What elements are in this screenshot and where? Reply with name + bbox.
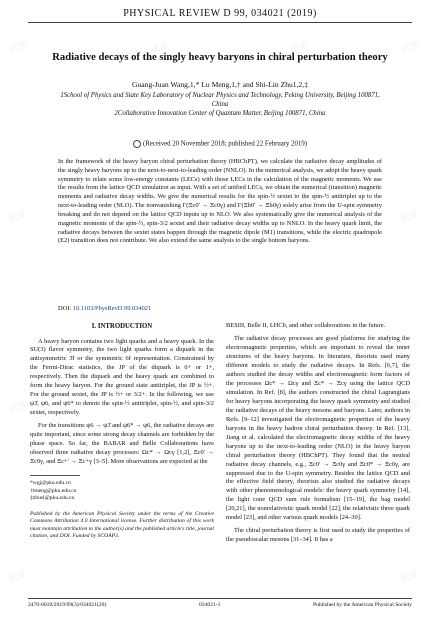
paragraph: The radiative decay processes are good platforms for studying the electromagnetic properties, which are important to reveal the inner structures of the heavy baryons. In literature, theorists used many different models to study the radiative decays. In Refs. [6,7], the authors studied the decay widths and electromagnetic form factors of the processes Ωc* → Ωcγ and Ξc* → Ξcγ using the lattice QCD simulation. In Ref. [8], the authors constructed the chiral Lagrangians for heavy baryons incorporating the heavy quark symmetry and studied the radiative decays of the heavy mesons and baryons. Later, authors in Refs. [9–12] investigated the electromagnetic properties of the heavy baryons in the heavy hadron chiral perturbation theory. In Ref. [13], Jiang et al. calculated the electromagnetic decay widths of the heavy baryons up to the next-to-leading order (NLO) in the heavy baryon chiral perturbation theory (HBChPT). They found that the neutral radiative decay channels, e.g., Ξc0′ → Ξc0γ and Ξc0* → Ξc0γ, are suppressed due to the U-spin symmetry. Besides the lattice QCD and the effective field theory, theorists also studied the radiative decays with other phenomenological models: the heavy quark symmetry [14], the light cone QCD sum rule formalism [15–19], the bag model [20,21], the nonrelativistic quark model [22], the relativistic three quark model [23], and other various quark models [24–30]. [226, 334, 410, 522]
header-rule [28, 22, 412, 23]
crossmark-icon[interactable] [133, 140, 141, 148]
received-line [20, 140, 420, 148]
page-footer [28, 602, 412, 608]
watermark: 试读 [289, 40, 310, 56]
footnote-email[interactable]: ‡zhusl@pku.edu.cn [30, 495, 75, 502]
watermark: 试读 [7, 40, 28, 56]
page-number: 034021-1 [198, 602, 221, 608]
footer-publisher: Published by the American Physical Society [313, 602, 412, 608]
paragraph: The chiral perturbation theory is first used to study the properties of the pseudoscalar mesons [31–34]. It has a [226, 527, 410, 544]
journal-header: PHYSICAL REVIEW D 99, 034021 (2019) [123, 8, 317, 19]
paragraph: A heavy baryon contains two light quarks and a heavy quark. In the SU(3) flavor symmetry, the two light quarks form a diquark in the antisymmetric 3̄f or the symmetric 6f representation. Constrained by the Fermi-Dirac statistics, the JP of the diquark is 0+ or 1+, respectively. Then the diquark and the heavy quark are combined to form the heavy baryon. For the ground state antitriplet, the JP is ½+. For the ground sextet, the JP is ½+ or 3/2+. In the following, we use ψ3̄, ψ6, and ψ6* to denote the spin-½ antitriplet, spin-½, and spin-3/2 sextet, respectively. [30, 337, 214, 417]
footnote-email[interactable]: *wgj@pku.edu.cn [30, 480, 71, 487]
abstract: In the framework of the heavy baryon chiral perturbation theory (HBChPT), we calculate the radiative decay amplitudes of the singly heavy baryons up to the next-to-next-to-leading order (NNLO). In the numerical analysis, we adopt the heavy quark symmetry to relate some low-energy constants (LECs) with those LECs in the calculation of the magnetic moments. We use the results from the lattice QCD simulation as input. With a set of unified LECs, we obtain the numerical (transition) magnetic moments and radiative decay widths. We give the numerical results for the spin-½ sextet to the spin-½ antitriplet up to the next-to-leading order (NLO). The nonvanishing Γ(Ξc0′ → Ξc0γ) and Γ(Ξb0′ → Ξb0γ) solely arise from the U-spin symmetry breaking and do not depend on the lattice QCD inputs up to NLO. We also systematically give the numerical analysis of the magnetic moments of the spin-½, spin-3/2 sextet and their radiative decay widths up to NNLO. In the heavy quark limit, the radiative decays between the sextet states happen through the magnetic dipole (M1) transitions, while the electric quadrupole (E2) transition does not contribute. We also extend the same analysis to the single bottom baryons. [58, 158, 382, 245]
watermark: 试读 [149, 40, 170, 56]
watermark: 试读 [399, 400, 420, 416]
received-text: (Received 20 November 2018; published 22 February 2019) [142, 140, 308, 148]
watermark: 试读 [7, 400, 28, 416]
watermark: 试读 [399, 40, 420, 56]
watermark: 试读 [399, 210, 420, 226]
watermark: 试读 [7, 570, 28, 586]
doi-label: DOI: [58, 305, 72, 312]
doi-link[interactable]: 10.1103/PhysRevD.99.034021 [72, 305, 152, 312]
section-heading: I. INTRODUCTION [91, 323, 153, 330]
footer-issn: 2470-0010/2019/99(3)/034021(20) [28, 602, 107, 608]
left-column [30, 322, 214, 541]
watermark: 试读 [7, 210, 28, 226]
footnote-email[interactable]: †lmeng@pku.edu.cn [30, 487, 77, 494]
affiliation-1: 1School of Physics and State Key Laboratory of Nuclear Physics and Technology, Peking University, Beijing 100871, China [60, 92, 380, 108]
license-note: Published by the American Physical Society under the terms of the Creative Commons Attribution 4.0 International license. Further distribution of this work must maintain attribution to the author(s) and the published article's title, journal citation, and DOI. Funded by SCOAP3. [30, 510, 214, 540]
footnote-rule [30, 475, 80, 476]
author-list: Guang-Juan Wang,1,* Lu Meng,1,† and Shi-Lin Zhu1,2,‡ [132, 80, 308, 89]
affiliation-2: 2Collaborative Innovation Center of Quantum Matter, Beijing 100871, China [114, 109, 326, 117]
affiliations [55, 92, 385, 118]
paragraph: For the transitions ψ6 → ψ3̄ and ψ6* → ψ6, the radiative decays are quite important, since some strong decay channels are forbidden by the phase space. So far, the BABAR and Belle Collaborations have observed three radiative decay processes: Ωc* → Ωcγ [1,2], Ξc0′ → Ξc0γ, and Ξc+′ → Ξc+γ [3–5]. More observations are expected at the [30, 422, 214, 466]
right-column [226, 322, 410, 549]
paper-title: Radiative decays of the singly heavy baryons in chiral perturbation theory [52, 52, 388, 63]
doi-line [58, 305, 151, 312]
footer-rule [28, 598, 412, 599]
watermark: 试读 [399, 570, 420, 586]
paragraph: BESIII, Belle II, LHCb, and other collaborations in the future. [226, 322, 386, 329]
